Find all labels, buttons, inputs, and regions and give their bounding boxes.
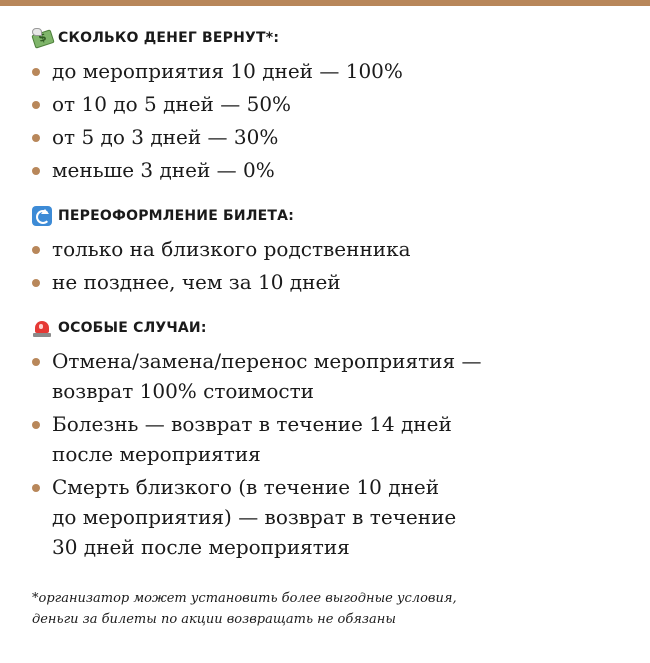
list-item: Смерть близкого (в течение 10 дней до мероприятия) — возврат в течение 30 дней после мероприятия bbox=[32, 472, 632, 562]
list-item: не позднее, чем за 10 дней bbox=[32, 267, 632, 297]
list-item: от 5 до 3 дней — 30% bbox=[32, 122, 632, 152]
section-title-special-cases bbox=[32, 316, 632, 340]
counterclockwise-arrows-icon bbox=[32, 206, 52, 226]
bullet-icon bbox=[32, 246, 40, 254]
ticket-reissue-list bbox=[32, 234, 632, 297]
top-accent-bar bbox=[0, 0, 650, 6]
footnote-line: *организатор может установить более выгодные условия, bbox=[32, 591, 457, 606]
list-item: только на близкого родственника bbox=[32, 234, 632, 264]
section-title-ticket-reissue bbox=[32, 204, 632, 228]
bullet-icon bbox=[32, 484, 40, 492]
refund-amount-list bbox=[32, 56, 632, 185]
bullet-icon bbox=[32, 167, 40, 175]
special-cases-list bbox=[32, 346, 632, 562]
list-item: меньше 3 дней — 0% bbox=[32, 155, 632, 185]
footnote-line: деньги за билеты по акции возвращать не обязаны bbox=[32, 612, 396, 627]
bullet-icon bbox=[32, 279, 40, 287]
section-title-text: ОСОБЫЕ СЛУЧАИ: bbox=[58, 320, 207, 336]
list-item: до мероприятия 10 дней — 100% bbox=[32, 56, 632, 86]
content bbox=[32, 26, 632, 565]
bullet-icon bbox=[32, 134, 40, 142]
bullet-icon bbox=[32, 101, 40, 109]
money-with-wings-icon bbox=[32, 28, 52, 48]
bullet-icon bbox=[32, 358, 40, 366]
list-item: Болезнь — возврат в течение 14 дней после мероприятия bbox=[32, 409, 632, 469]
bullet-icon bbox=[32, 421, 40, 429]
police-siren-icon bbox=[32, 318, 52, 338]
list-item: Отмена/замена/перенос мероприятия — возврат 100% стоимости bbox=[32, 346, 632, 406]
section-title-refund-amount bbox=[32, 26, 632, 50]
section-title-text: ПЕРЕОФОРМЛЕНИЕ БИЛЕТА: bbox=[58, 208, 295, 224]
list-item: от 10 до 5 дней — 50% bbox=[32, 89, 632, 119]
bullet-icon bbox=[32, 68, 40, 76]
section-title-text: СКОЛЬКО ДЕНЕГ ВЕРНУТ*: bbox=[58, 30, 280, 46]
footnote bbox=[32, 588, 632, 630]
